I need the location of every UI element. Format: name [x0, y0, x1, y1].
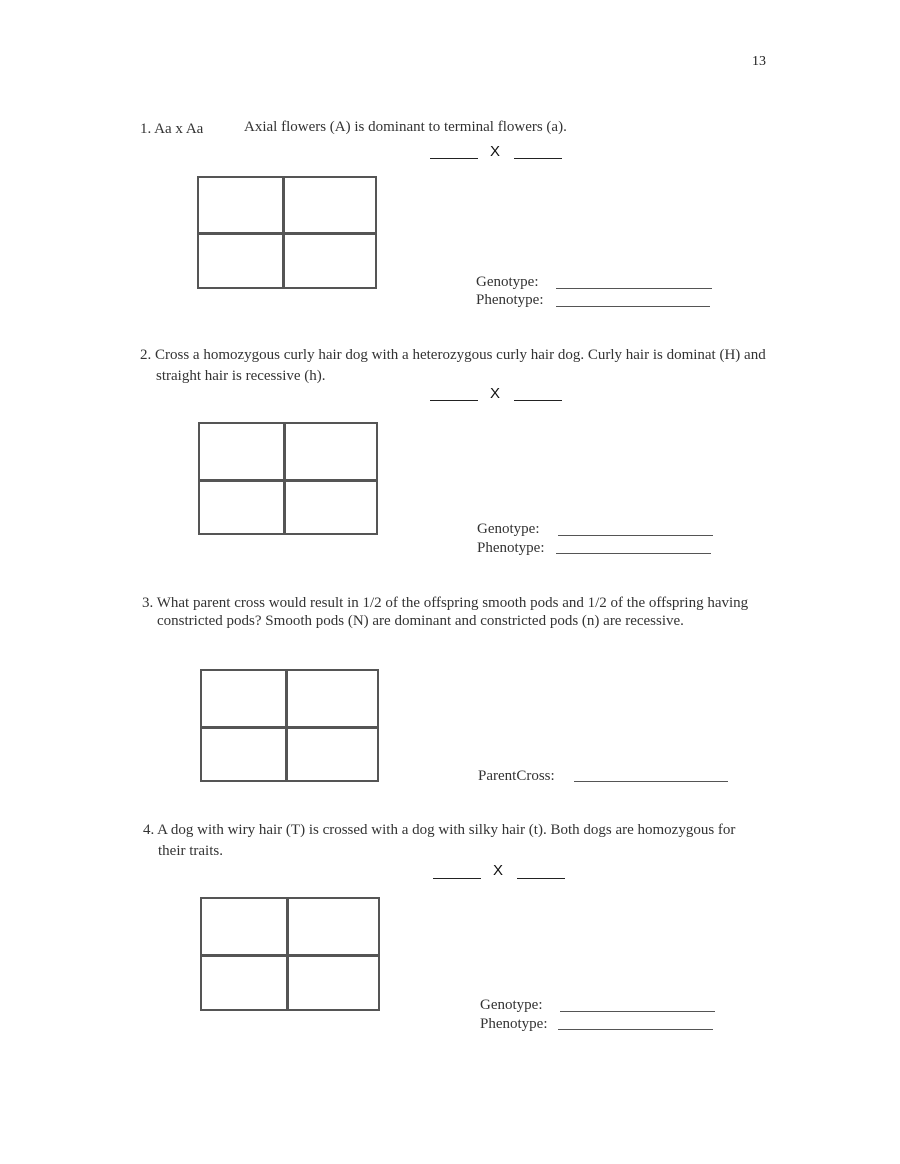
- punnett-cell[interactable]: [202, 671, 285, 726]
- genotype-answer-line[interactable]: [558, 535, 713, 536]
- parent-1-blank[interactable]: [430, 158, 478, 159]
- phenotype-label: Phenotype:: [476, 292, 544, 308]
- genotype-label: Genotype:: [476, 274, 539, 290]
- phenotype-label: Phenotype:: [480, 1016, 548, 1032]
- punnett-cell[interactable]: [285, 481, 375, 532]
- genotype-answer-line[interactable]: [556, 288, 712, 289]
- parent-cross-answer-line[interactable]: [574, 781, 728, 782]
- punnett-cell[interactable]: [202, 899, 286, 954]
- problem-4-text-line-1: 4. A dog with wiry hair (T) is crossed with a dog with silky hair (t). Both dogs are homozygous for: [143, 822, 736, 838]
- punnett-cell[interactable]: [202, 728, 285, 779]
- problem-2-text-line-1: 2. Cross a homozygous curly hair dog with a heterozygous curly hair dog. Curly hair is dominat (H) and: [140, 347, 766, 363]
- cross-symbol: X: [490, 143, 501, 160]
- parent-cross-label: ParentCross:: [478, 768, 555, 784]
- genotype-label: Genotype:: [480, 997, 543, 1013]
- cross-symbol: X: [490, 385, 501, 402]
- genotype-answer-line[interactable]: [560, 1011, 715, 1012]
- punnett-cell[interactable]: [287, 728, 376, 779]
- parent-1-blank[interactable]: [433, 878, 481, 879]
- punnett-cell[interactable]: [285, 424, 375, 479]
- problem-4-text-line-2: their traits.: [158, 843, 223, 859]
- punnett-square-3: [200, 669, 379, 782]
- punnett-cell[interactable]: [200, 481, 283, 532]
- punnett-cell[interactable]: [284, 178, 374, 232]
- phenotype-answer-line[interactable]: [558, 1029, 713, 1030]
- punnett-cell[interactable]: [288, 899, 377, 954]
- problem-2-text-line-2: straight hair is recessive (h).: [156, 368, 326, 384]
- punnett-cell[interactable]: [200, 424, 283, 479]
- parent-2-blank[interactable]: [517, 878, 565, 879]
- page-number: 13: [752, 54, 766, 69]
- problem-3-text-line-2: constricted pods? Smooth pods (N) are dominant and constricted pods (n) are recessive.: [157, 613, 684, 629]
- phenotype-answer-line[interactable]: [556, 306, 710, 307]
- punnett-cell[interactable]: [288, 956, 377, 1008]
- genotype-label: Genotype:: [477, 521, 540, 537]
- problem-3-text-line-1: 3. What parent cross would result in 1/2 of the offspring smooth pods and 1/2 of the offspring having: [142, 595, 749, 611]
- punnett-cell[interactable]: [199, 178, 282, 232]
- punnett-square-4: [200, 897, 380, 1011]
- punnett-square-1: [197, 176, 377, 289]
- phenotype-answer-line[interactable]: [556, 553, 711, 554]
- punnett-cell[interactable]: [199, 234, 282, 286]
- problem-1-number: 1. Aa x Aa: [140, 121, 204, 137]
- punnett-cell[interactable]: [284, 234, 374, 286]
- parent-1-blank[interactable]: [430, 400, 478, 401]
- phenotype-label: Phenotype:: [477, 540, 545, 556]
- punnett-cell[interactable]: [202, 956, 286, 1008]
- punnett-square-2: [198, 422, 378, 535]
- parent-2-blank[interactable]: [514, 158, 562, 159]
- cross-symbol: X: [493, 862, 504, 879]
- parent-2-blank[interactable]: [514, 400, 562, 401]
- problem-1-statement: Axial flowers (A) is dominant to terminal flowers (a).: [244, 119, 567, 135]
- punnett-cell[interactable]: [287, 671, 376, 726]
